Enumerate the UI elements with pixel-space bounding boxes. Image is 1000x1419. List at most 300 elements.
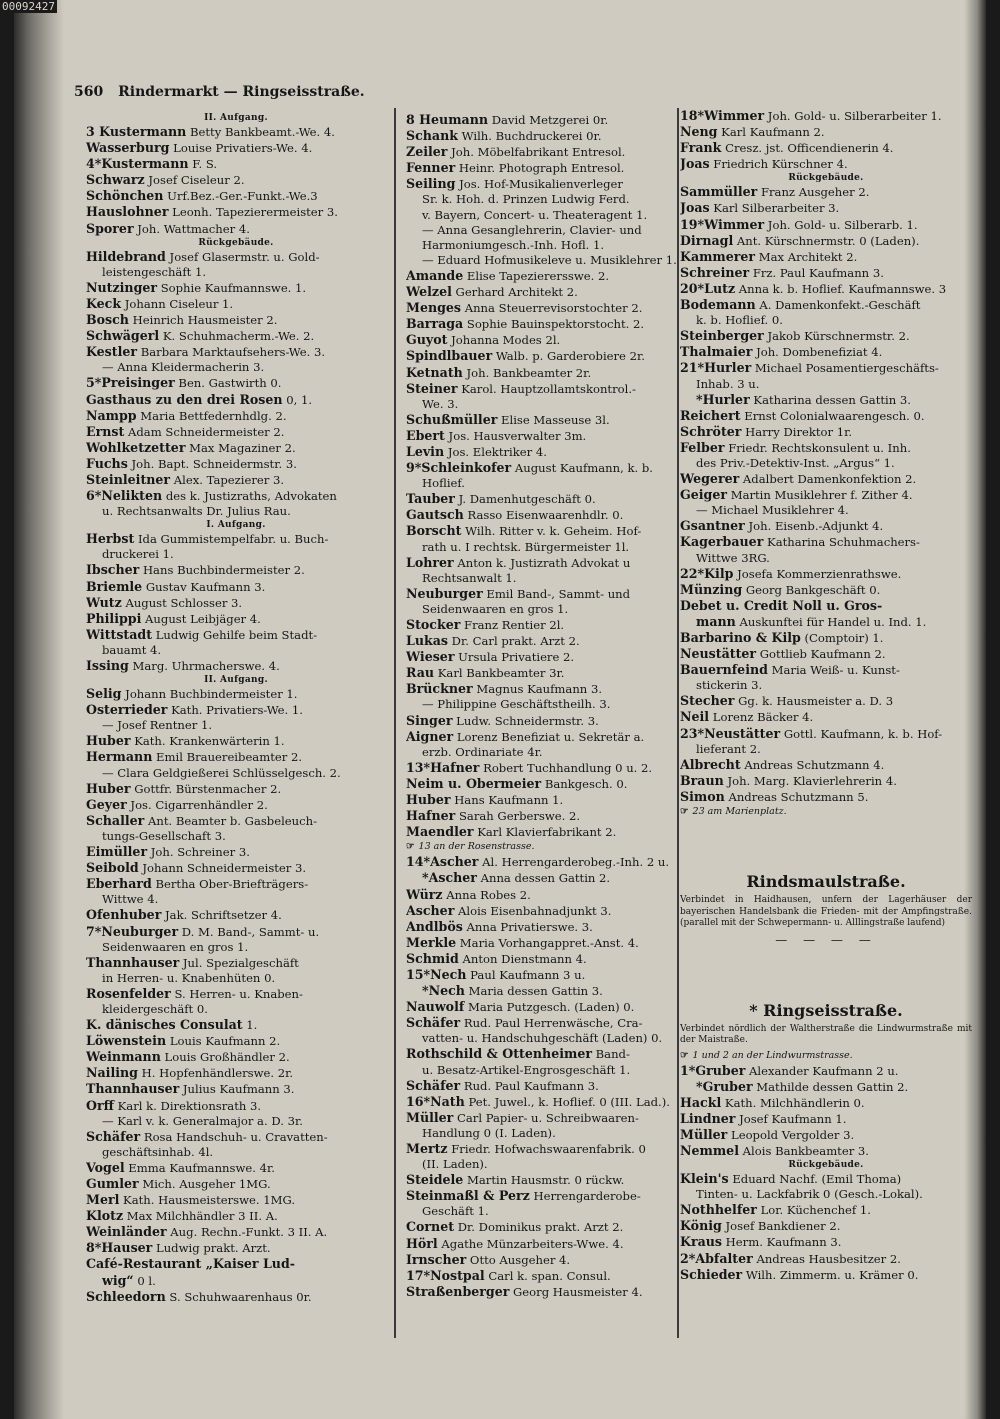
entry-details: S. Schuhwaarenhaus 0r. [165, 1289, 312, 1304]
directory-entry [680, 344, 972, 360]
entry-details: Betty Bankbeamt.-We. 4. [186, 125, 335, 139]
entry-details: Jakob Kürschnermstr. 2. [763, 329, 910, 344]
entry-surname: Braun [680, 772, 724, 788]
entry-surname: *Nech [422, 983, 465, 999]
entry-details: Anna Robes 2. [442, 887, 531, 902]
cross-reference [406, 840, 688, 854]
directory-entry [86, 204, 386, 220]
directory-entry [406, 792, 688, 808]
directory-entry [406, 1252, 688, 1268]
entry-surname: Rau [406, 665, 435, 681]
entry-surname: Stecher [680, 693, 735, 709]
entry-details: Ant. Beamter b. Gasbeleuch- [144, 813, 317, 828]
pointing-hand-icon: ☞ [680, 806, 689, 818]
entry-surname: Wohlketzetter [86, 439, 186, 455]
directory-entry [406, 617, 688, 633]
directory-entry [86, 1289, 386, 1305]
street-title: Rindsmaulstraße. [746, 872, 906, 892]
entry-details: Rasso Eisenwaarenhdlr. 0. [463, 508, 624, 523]
directory-entry [86, 1098, 386, 1114]
entry-details: Franz Ausgeher 2. [757, 185, 870, 200]
entry-surname: 8*Hauser [86, 1240, 153, 1256]
entry-details: Harry Direktor 1r. [741, 424, 853, 439]
directory-entry [406, 1204, 688, 1219]
entry-surname: Issing [86, 658, 129, 673]
directory-entry [406, 540, 688, 555]
cross-reference [680, 1049, 972, 1063]
entry-details: Karl Kaufmann 2. [717, 125, 825, 140]
entry-surname: Simon [680, 788, 725, 804]
entry-details: Joh. Gold- u. Silberarb. 1. [764, 217, 918, 232]
entry-details: Joh. Wattmacher 4. [133, 221, 250, 236]
entry-details: Ant. Kürschnermstr. 0 (Laden). [733, 233, 920, 248]
entry-details: August Leibjäger 4. [141, 611, 261, 626]
entry-surname: Nemmel [680, 1143, 739, 1158]
directory-entry [406, 1015, 688, 1031]
directory-entry [680, 534, 972, 550]
directory-entry [680, 217, 972, 233]
entry-details: Ernst Colonialwaarengesch. 0. [740, 408, 925, 423]
entry-surname: Merkle [406, 934, 457, 950]
entry-details: Magnus Kaufmann 3. [472, 682, 603, 697]
directory-entry [680, 1187, 972, 1202]
entry-details: Sophie Kaufmannswe. 1. [157, 280, 307, 295]
entry-surname: Lohrer [406, 554, 454, 570]
entry-surname: Lindner [680, 1110, 736, 1126]
directory-entry [406, 586, 688, 602]
entry-details: Johann Schneidermeister 3. [138, 861, 307, 876]
directory-entry [680, 1171, 972, 1187]
entry-details: vatten- u. Handschuhgeschäft (Laden) 0. [422, 1031, 663, 1046]
directory-entry [86, 643, 386, 658]
entry-details: Franz Rentier 2l. [460, 618, 565, 632]
entry-details: 0, 1. [282, 392, 313, 407]
entry-surname: 23*Neustätter [680, 725, 781, 741]
directory-entry [86, 1081, 386, 1097]
entry-surname: Hackl [680, 1094, 722, 1110]
entry-surname: Hörl [406, 1235, 438, 1251]
entry-surname: Rothschild & Ottenheimer [406, 1046, 592, 1062]
entry-details: Joh. Dombenefiziat 4. [752, 345, 883, 360]
entry-details: Martin Musiklehrer f. Zither 4. [727, 488, 913, 503]
directory-entry [406, 1188, 688, 1204]
entry-details: Alexander Kaufmann 2 u. [745, 1063, 899, 1078]
entry-details: Auskunftei für Handel u. Ind. 1. [735, 614, 927, 629]
directory-entry [680, 487, 972, 503]
directory-entry [680, 566, 972, 582]
directory-entry [86, 579, 386, 595]
entry-surname: Aigner [406, 728, 454, 744]
directory-entry [86, 813, 386, 829]
entry-details: Max Milchhändler 3 II. A. [123, 1209, 278, 1224]
entry-details: Sr. k. Hoh. d. Prinzen Ludwig Ferd. [422, 192, 630, 207]
section-subheading: II. Aufgang. [204, 113, 268, 123]
entry-details: Hans Kaufmann 1. [450, 793, 564, 808]
entry-details: Rechtsanwalt 1. [422, 570, 517, 585]
entry-details: Alois Bankbeamter 3. [738, 1144, 869, 1158]
entry-surname: Kammerer [680, 248, 756, 264]
directory-entry [86, 971, 386, 986]
entry-surname: 16*Nath [406, 1093, 465, 1109]
directory-entry [86, 924, 386, 940]
entry-details: Louis Großhändler 2. [160, 1050, 290, 1065]
pointing-hand-icon: ☞ [406, 841, 415, 853]
directory-entry [406, 983, 688, 999]
entry-details: Mich. Ausgeher 1MG. [138, 1177, 271, 1191]
directory-entry [406, 523, 688, 539]
entry-surname: Müller [406, 1109, 454, 1125]
directory-entry [406, 887, 688, 903]
entry-details: Herrengarderobe- [529, 1189, 641, 1204]
entry-surname: Osterrieder [86, 702, 168, 718]
directory-entry [680, 456, 972, 471]
directory-entry [680, 709, 972, 725]
entry-details: Jos. Hof-Musikalienverleger [455, 177, 623, 192]
entry-details: Seidenwaaren en gros 1. [422, 601, 569, 616]
directory-entry [406, 1219, 688, 1235]
entry-details: Maria Weiß- u. Kunst- [767, 663, 900, 678]
directory-entry [680, 408, 972, 424]
entry-surname: Seiling [406, 176, 456, 192]
entry-details: 1. [242, 1018, 258, 1033]
entry-details: Josef Glasermstr. u. Gold- [165, 249, 320, 264]
entry-details: Herm. Kaufmann 3. [722, 1235, 842, 1250]
entry-details: F. S. [188, 157, 218, 172]
directory-entry [406, 649, 688, 665]
entry-surname: Ibscher [86, 562, 140, 578]
directory-entry [680, 360, 972, 376]
directory-entry [680, 646, 972, 662]
entry-details: — Josef Rentner 1. [102, 718, 213, 733]
directory-entry [86, 1049, 386, 1065]
entry-surname: Debet u. Credit Noll u. Gros- [680, 597, 883, 613]
directory-entry [406, 1126, 688, 1141]
entry-details: David Metzgerei 0r. [488, 113, 609, 127]
entry-details: Lor. Küchenchef 1. [756, 1203, 871, 1218]
entry-details: Carl k. span. Consul. [484, 1268, 611, 1283]
entry-details: Sarah Gerberswe. 2. [455, 809, 581, 824]
entry-surname: 8 Heumann [406, 112, 489, 127]
entry-surname: Schank [406, 128, 458, 144]
directory-entry [406, 412, 688, 428]
entry-details: D. M. Band-, Sammt- u. [178, 924, 320, 939]
directory-entry [86, 892, 386, 907]
entry-surname: 21*Hurler [680, 360, 752, 376]
entry-details: — Karl v. k. Generalmajor a. D. 3r. [102, 1113, 303, 1128]
directory-entry [406, 192, 688, 207]
entry-surname: Felber [680, 439, 725, 455]
entry-surname: Welzel [406, 284, 452, 300]
entry-details: Rosa Handschuh- u. Cravatten- [140, 1129, 328, 1144]
entry-surname: Spindlbauer [406, 348, 493, 364]
entry-surname: Frank [680, 140, 722, 156]
entry-details: Joh. Gold- u. Silberarbeiter 1. [764, 109, 942, 123]
cross-reference-text: 23 am Marienplatz. [692, 806, 787, 818]
directory-entry [680, 184, 972, 200]
directory-entry [86, 1176, 386, 1192]
directory-entry [406, 397, 688, 412]
entry-surname: Gumler [86, 1176, 139, 1191]
directory-entry [680, 614, 972, 630]
entry-details: Anna k. b. Hoflief. Kaufmannswe. 3 [735, 281, 947, 296]
directory-entry [86, 504, 386, 519]
directory-entry [86, 611, 386, 627]
entry-surname: Ketnath [406, 364, 463, 380]
directory-entry [406, 745, 688, 760]
entry-surname: Schmid [406, 950, 459, 966]
directory-entry [680, 757, 972, 773]
entry-details: Alois Eisenbahnadjunkt 3. [454, 903, 612, 918]
directory-entry [86, 472, 386, 488]
entry-details: Eduard Nachf. (Emil Thoma) [728, 1172, 902, 1187]
entry-details: u. Besatz-Artikel-Engrosgeschäft 1. [422, 1062, 631, 1077]
directory-entry [86, 172, 386, 188]
directory-entry [406, 571, 688, 586]
directory-entry [680, 124, 972, 140]
book-binding-shadow [14, 0, 64, 1419]
entry-details: Aug. Rechn.-Funkt. 3 II. A. [166, 1225, 328, 1240]
directory-entry [680, 424, 972, 440]
directory-entry [86, 1002, 386, 1017]
directory-entry [86, 1240, 386, 1256]
entry-details: Dr. Carl prakt. Arzt 2. [448, 634, 580, 649]
entry-surname: Zeiler [406, 144, 448, 160]
entry-surname: Bodemann [680, 297, 756, 313]
entry-details: Jos. Hausverwalter 3m. [444, 428, 587, 443]
cross-reference-text: 13 an der Rosenstrasse. [418, 841, 535, 853]
pointing-hand-icon: ☞ [680, 1049, 689, 1061]
directory-entry [680, 1095, 972, 1111]
entry-details: bauamt 4. [102, 642, 162, 657]
entry-details: Dr. Dominikus prakt. Arzt 2. [454, 1220, 624, 1235]
entry-details: Louise Privatiers-We. 4. [169, 141, 313, 156]
entry-surname: Wasserburg [86, 140, 170, 156]
entry-details: Harmoniumgesch.-Inh. Hofl. 1. [422, 237, 605, 252]
entry-surname: Tauber [406, 491, 455, 507]
entry-details: Kath. Privatiers-We. 1. [167, 703, 303, 718]
entry-details: Anton k. Justizrath Advokat u [453, 555, 631, 570]
entry-details: Max Architekt 2. [755, 249, 858, 264]
directory-entry [406, 602, 688, 617]
directory-entry [86, 124, 386, 140]
entry-details: Heinr. Photograph Entresol. [455, 161, 625, 176]
page-number: 560 [74, 84, 104, 100]
entry-details: k. b. Hoflief. 0. [696, 313, 783, 328]
entry-details: Jak. Schriftsetzer 4. [161, 908, 282, 923]
entry-details: rath u. I rechtsk. Bürgermeister 1l. [422, 539, 630, 554]
entry-surname: Ernst [86, 423, 125, 439]
entry-surname: Reichert [680, 407, 741, 423]
entry-details: — Anna Kleidermacherin 3. [102, 360, 265, 375]
cross-reference [680, 805, 972, 819]
entry-details: Lorenz Bäcker 4. [709, 710, 814, 725]
entry-details: Heinrich Hausmeister 2. [128, 313, 278, 328]
directory-entry [680, 678, 972, 693]
entry-details: Otto Ausgeher 4. [466, 1252, 571, 1267]
entry-details: Emma Kaufmannswe. 4r. [124, 1160, 275, 1175]
entry-details: Katharina Schuhmachers- [763, 535, 920, 550]
directory-entry [86, 986, 386, 1002]
directory-entry [406, 999, 688, 1015]
directory-entry [86, 1065, 386, 1081]
directory-entry [680, 233, 972, 249]
directory-entry [680, 440, 972, 456]
entry-surname: Wutz [86, 594, 122, 610]
section-subheading: Rückgebäude. [788, 173, 864, 184]
directory-entry [406, 428, 688, 444]
entry-surname: Würz [406, 886, 443, 902]
entry-surname: Steinleitner [86, 471, 171, 487]
entry-details: Julius Kaufmann 3. [179, 1082, 295, 1097]
entry-surname: *Hurler [696, 391, 750, 407]
entry-details: in Herren- u. Knabenhüten 0. [102, 970, 276, 985]
directory-entry [680, 140, 972, 156]
entry-details: Jos. Elektriker 4. [444, 444, 547, 459]
entry-surname: Fuchs [86, 455, 128, 471]
directory-entry [86, 1273, 386, 1289]
directory-entry [406, 128, 688, 144]
entry-details: Wilh. Buchdruckerei 0r. [457, 129, 602, 144]
entry-details: Rud. Paul Herrenwäsche, Cra- [460, 1016, 643, 1031]
directory-entry [86, 360, 386, 375]
entry-surname: 3 Kustermann [86, 124, 187, 139]
column-divider [394, 108, 396, 1338]
entry-surname: Albrecht [680, 756, 741, 772]
entry-surname: Schwarz [86, 172, 145, 188]
directory-entry [406, 1110, 688, 1126]
entry-details: druckerei 1. [102, 547, 174, 562]
directory-entry [406, 444, 688, 460]
entry-surname: Brückner [406, 681, 473, 697]
entry-details: Maria Vorhangappret.-Anst. 4. [456, 935, 639, 950]
entry-details: Georg Hausmeister 4. [509, 1284, 643, 1299]
column-middle [406, 112, 688, 1300]
entry-details: Al. Herrengarderobeg.-Inh. 2 u. [478, 855, 670, 870]
directory-entry [406, 268, 688, 284]
entry-details: Ursula Privatiere 2. [454, 650, 575, 665]
directory-entry [86, 1033, 386, 1049]
directory-entry [680, 662, 972, 678]
directory-entry [680, 630, 972, 646]
entry-details: Wittwe 3RG. [696, 550, 770, 565]
directory-entry [86, 1192, 386, 1208]
entry-surname: Thannhauser [86, 1081, 180, 1097]
entry-details: Maria Putzgesch. (Laden) 0. [464, 1000, 635, 1015]
entry-details: Agathe Münzarbeiters-Wwe. 4. [437, 1236, 624, 1251]
entry-surname: Schreiner [680, 264, 750, 280]
entry-details: H. Hopfenhändlerswe. 2r. [138, 1066, 294, 1081]
entry-details: Handlung 0 (I. Laden). [422, 1125, 556, 1140]
street-description: Verbindet in Haidhausen, unfern der Lagerhäuser der bayerischen Handelsbank die Frieden- mit der Ampfingstraße. (parallel mit der Schwepermann- u. Alllingstraße laufend) [680, 895, 972, 929]
directory-entry [406, 1078, 688, 1094]
entry-details: Tinten- u. Lackfabrik 0 (Gesch.-Lokal). [696, 1187, 923, 1202]
entry-details: Wilh. Ritter v. k. Geheim. Hof- [461, 524, 642, 539]
entry-surname: Guyot [406, 332, 448, 348]
directory-entry [406, 919, 688, 935]
directory-entry [86, 907, 386, 923]
directory-entry [406, 555, 688, 571]
entry-details: Gerhard Architekt 2. [451, 285, 578, 300]
entry-details: Band- [591, 1047, 630, 1062]
directory-entry [406, 870, 688, 886]
entry-details: Emil Brauereibeamter 2. [152, 750, 303, 765]
entry-details: A. Damenkonfekt.-Geschäft [755, 298, 921, 313]
directory-entry [680, 503, 972, 518]
entry-details: Carl Papier- u. Schreibwaaren- [453, 1110, 639, 1125]
directory-entry [86, 328, 386, 344]
entry-surname: Selig [86, 686, 122, 702]
directory-entry [406, 300, 688, 316]
section-subheading: Rückgebäude. [788, 1160, 864, 1171]
entry-details: v. Bayern, Concert- u. Theateragent 1. [422, 207, 648, 222]
entry-details: K. Schuhmacherm.-We. 2. [159, 329, 315, 344]
entry-surname: Kestler [86, 344, 138, 360]
column-left [86, 112, 386, 1305]
entry-surname: Keck [86, 295, 122, 311]
entry-surname: Wegerer [680, 471, 740, 487]
entry-details: Karl Klavierfabrikant 2. [473, 825, 617, 840]
street-title: * Ringseisstraße. [749, 1000, 903, 1020]
entry-surname: Schaller [86, 812, 145, 828]
entry-surname: Joas [680, 200, 710, 216]
directory-entry [86, 781, 386, 797]
entry-details: Maria Bettfedernhdlg. 2. [136, 408, 287, 423]
entry-details: We. 3. [422, 396, 459, 411]
directory-entry [406, 681, 688, 697]
entry-details: Friedrich Kürschner 4. [709, 157, 848, 172]
directory-entry [86, 718, 386, 733]
entry-surname: Klein's [680, 1171, 729, 1187]
directory-entry [680, 551, 972, 566]
entry-surname: wig“ [102, 1272, 134, 1288]
entry-details: Pet. Juwel., k. Hoflief. 0 (III. Lad.). [464, 1094, 670, 1109]
directory-entry [680, 742, 972, 757]
entry-surname: Huber [86, 733, 131, 749]
entry-surname: Steidele [406, 1172, 464, 1188]
entry-details: Andreas Schutzmann 4. [740, 757, 885, 772]
entry-details: Joh. Bapt. Schneidermstr. 3. [127, 456, 297, 471]
entry-details: — Clara Geldgießerei Schlüsselgesch. 2. [102, 765, 341, 780]
directory-entry [406, 491, 688, 507]
directory-entry [406, 160, 688, 176]
directory-entry [86, 1256, 386, 1272]
entry-details: Walb. p. Garderobiere 2r. [492, 349, 645, 364]
entry-details: Leopold Vergolder 3. [727, 1127, 855, 1142]
directory-entry [406, 935, 688, 951]
entry-details: Hoflief. [422, 476, 465, 491]
directory-entry [86, 844, 386, 860]
entry-surname: 15*Nech [406, 966, 467, 982]
directory-entry [680, 726, 972, 742]
directory-entry [406, 1157, 688, 1172]
entry-details: u. Rechtsanwalts Dr. Julius Rau. [102, 504, 291, 519]
entry-surname: Eberhard [86, 876, 152, 892]
entry-surname: Wittstadt [86, 626, 153, 642]
directory-entry [680, 377, 972, 392]
entry-surname: Vogel [86, 1159, 125, 1175]
entry-details: Ludwig Gehilfe beim Stadt- [152, 627, 318, 642]
directory-entry [680, 297, 972, 313]
entry-details: — Anna Gesanglehrerin, Clavier- und [422, 222, 642, 237]
directory-entry [86, 1129, 386, 1145]
directory-entry [680, 249, 972, 265]
entry-surname: Joas [680, 156, 710, 172]
entry-surname: Bosch [86, 312, 129, 328]
directory-entry [680, 1127, 972, 1143]
entry-details: Joh. Eisenb.-Adjunkt 4. [744, 519, 884, 534]
directory-entry [680, 1267, 972, 1283]
entry-surname: 2*Abfalter [680, 1250, 753, 1266]
